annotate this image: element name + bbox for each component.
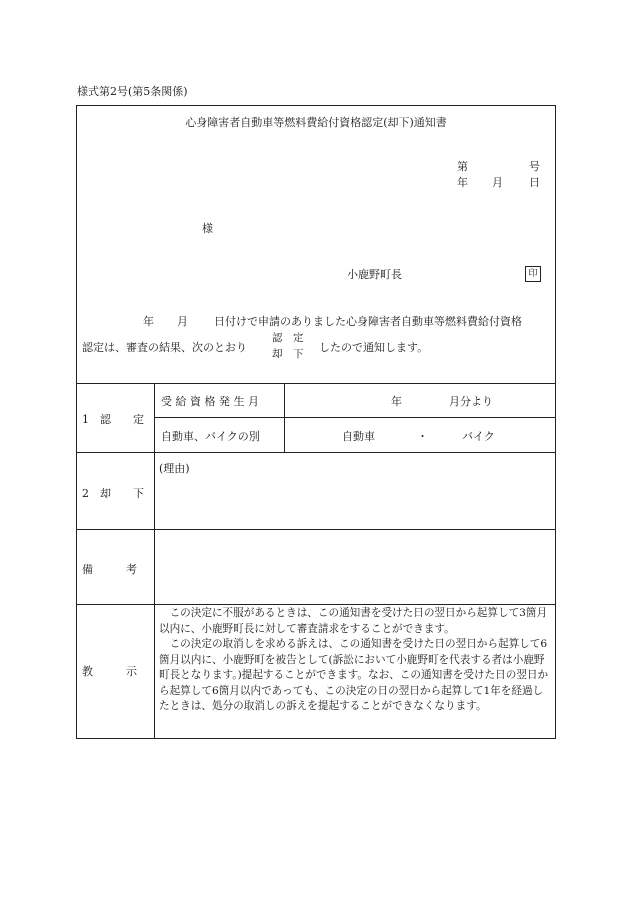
body-line2: 認定は、審査の結果、次のとおり <box>82 341 247 354</box>
notice-paragraph: この決定の取消しを求める訴えは、この通知書を受けた日の翌日から起算して6箇月以内に、小鹿野町を被告として(訴訟において小鹿野町を代表する者は小鹿野町長となります。)提起することができます。なお、この通知書を受けた日の翌日から起算して6箇月以内であっても、この決定の日の翌日から起算して1年を経過したときは、処分の取消しの訴えを提起することができなくなります。 <box>159 638 549 712</box>
divider <box>77 604 555 605</box>
option-reject: 却 下 <box>272 348 304 360</box>
column-divider <box>284 383 285 452</box>
addressee-suffix: 様 <box>202 222 213 235</box>
notice-form <box>76 105 556 739</box>
divider <box>77 383 555 384</box>
body-year: 年 <box>143 315 154 328</box>
vehicle-option-car: 自動車 <box>342 430 375 443</box>
eligibility-month: 月分より <box>449 395 493 408</box>
eligibility-month-label: 受 給 資 格 発 生 月 <box>161 395 259 408</box>
notice-text <box>159 606 551 715</box>
reason-label: (理由) <box>159 462 190 475</box>
form-number-label: 様式第2号(第5条関係) <box>77 85 188 98</box>
notice-paragraph: この決定に不服があるときは、この通知書を受けた日の翌日から起算して3箇月以内に、小鹿野町長に対して審査請求をすることができます。 <box>159 607 548 635</box>
document-title: 心身障害者自動車等燃料費給付資格認定(却下)通知書 <box>185 116 447 129</box>
divider <box>77 529 555 530</box>
vehicle-option-separator: ・ <box>417 430 428 443</box>
eligibility-year: 年 <box>391 395 402 408</box>
notice-label: 教 示 <box>82 665 137 678</box>
body-line2-end: したので通知します。 <box>319 341 429 354</box>
column-divider <box>154 383 155 738</box>
body-line1: 日付けで申請のありました心身障害者自動車等燃料費給付資格 <box>214 315 522 328</box>
remarks-label: 備 考 <box>82 563 137 576</box>
divider <box>77 452 555 453</box>
official-seal: 印 <box>525 266 541 282</box>
section-reject-label: 2 却 下 <box>82 487 144 500</box>
divider <box>154 417 555 418</box>
date-month: 月 <box>492 176 503 189</box>
doc-number-prefix: 第 <box>457 160 468 173</box>
vehicle-type-label: 自動車、バイクの別 <box>161 430 260 443</box>
date-year: 年 <box>457 176 468 189</box>
doc-number-suffix: 号 <box>529 160 540 173</box>
section-approve-label: 1 認 定 <box>82 413 144 426</box>
vehicle-option-bike: バイク <box>462 430 495 443</box>
issuer-name: 小鹿野町長 <box>347 268 402 281</box>
body-month: 月 <box>177 315 188 328</box>
option-approve: 認 定 <box>272 332 304 344</box>
date-day: 日 <box>529 176 540 189</box>
